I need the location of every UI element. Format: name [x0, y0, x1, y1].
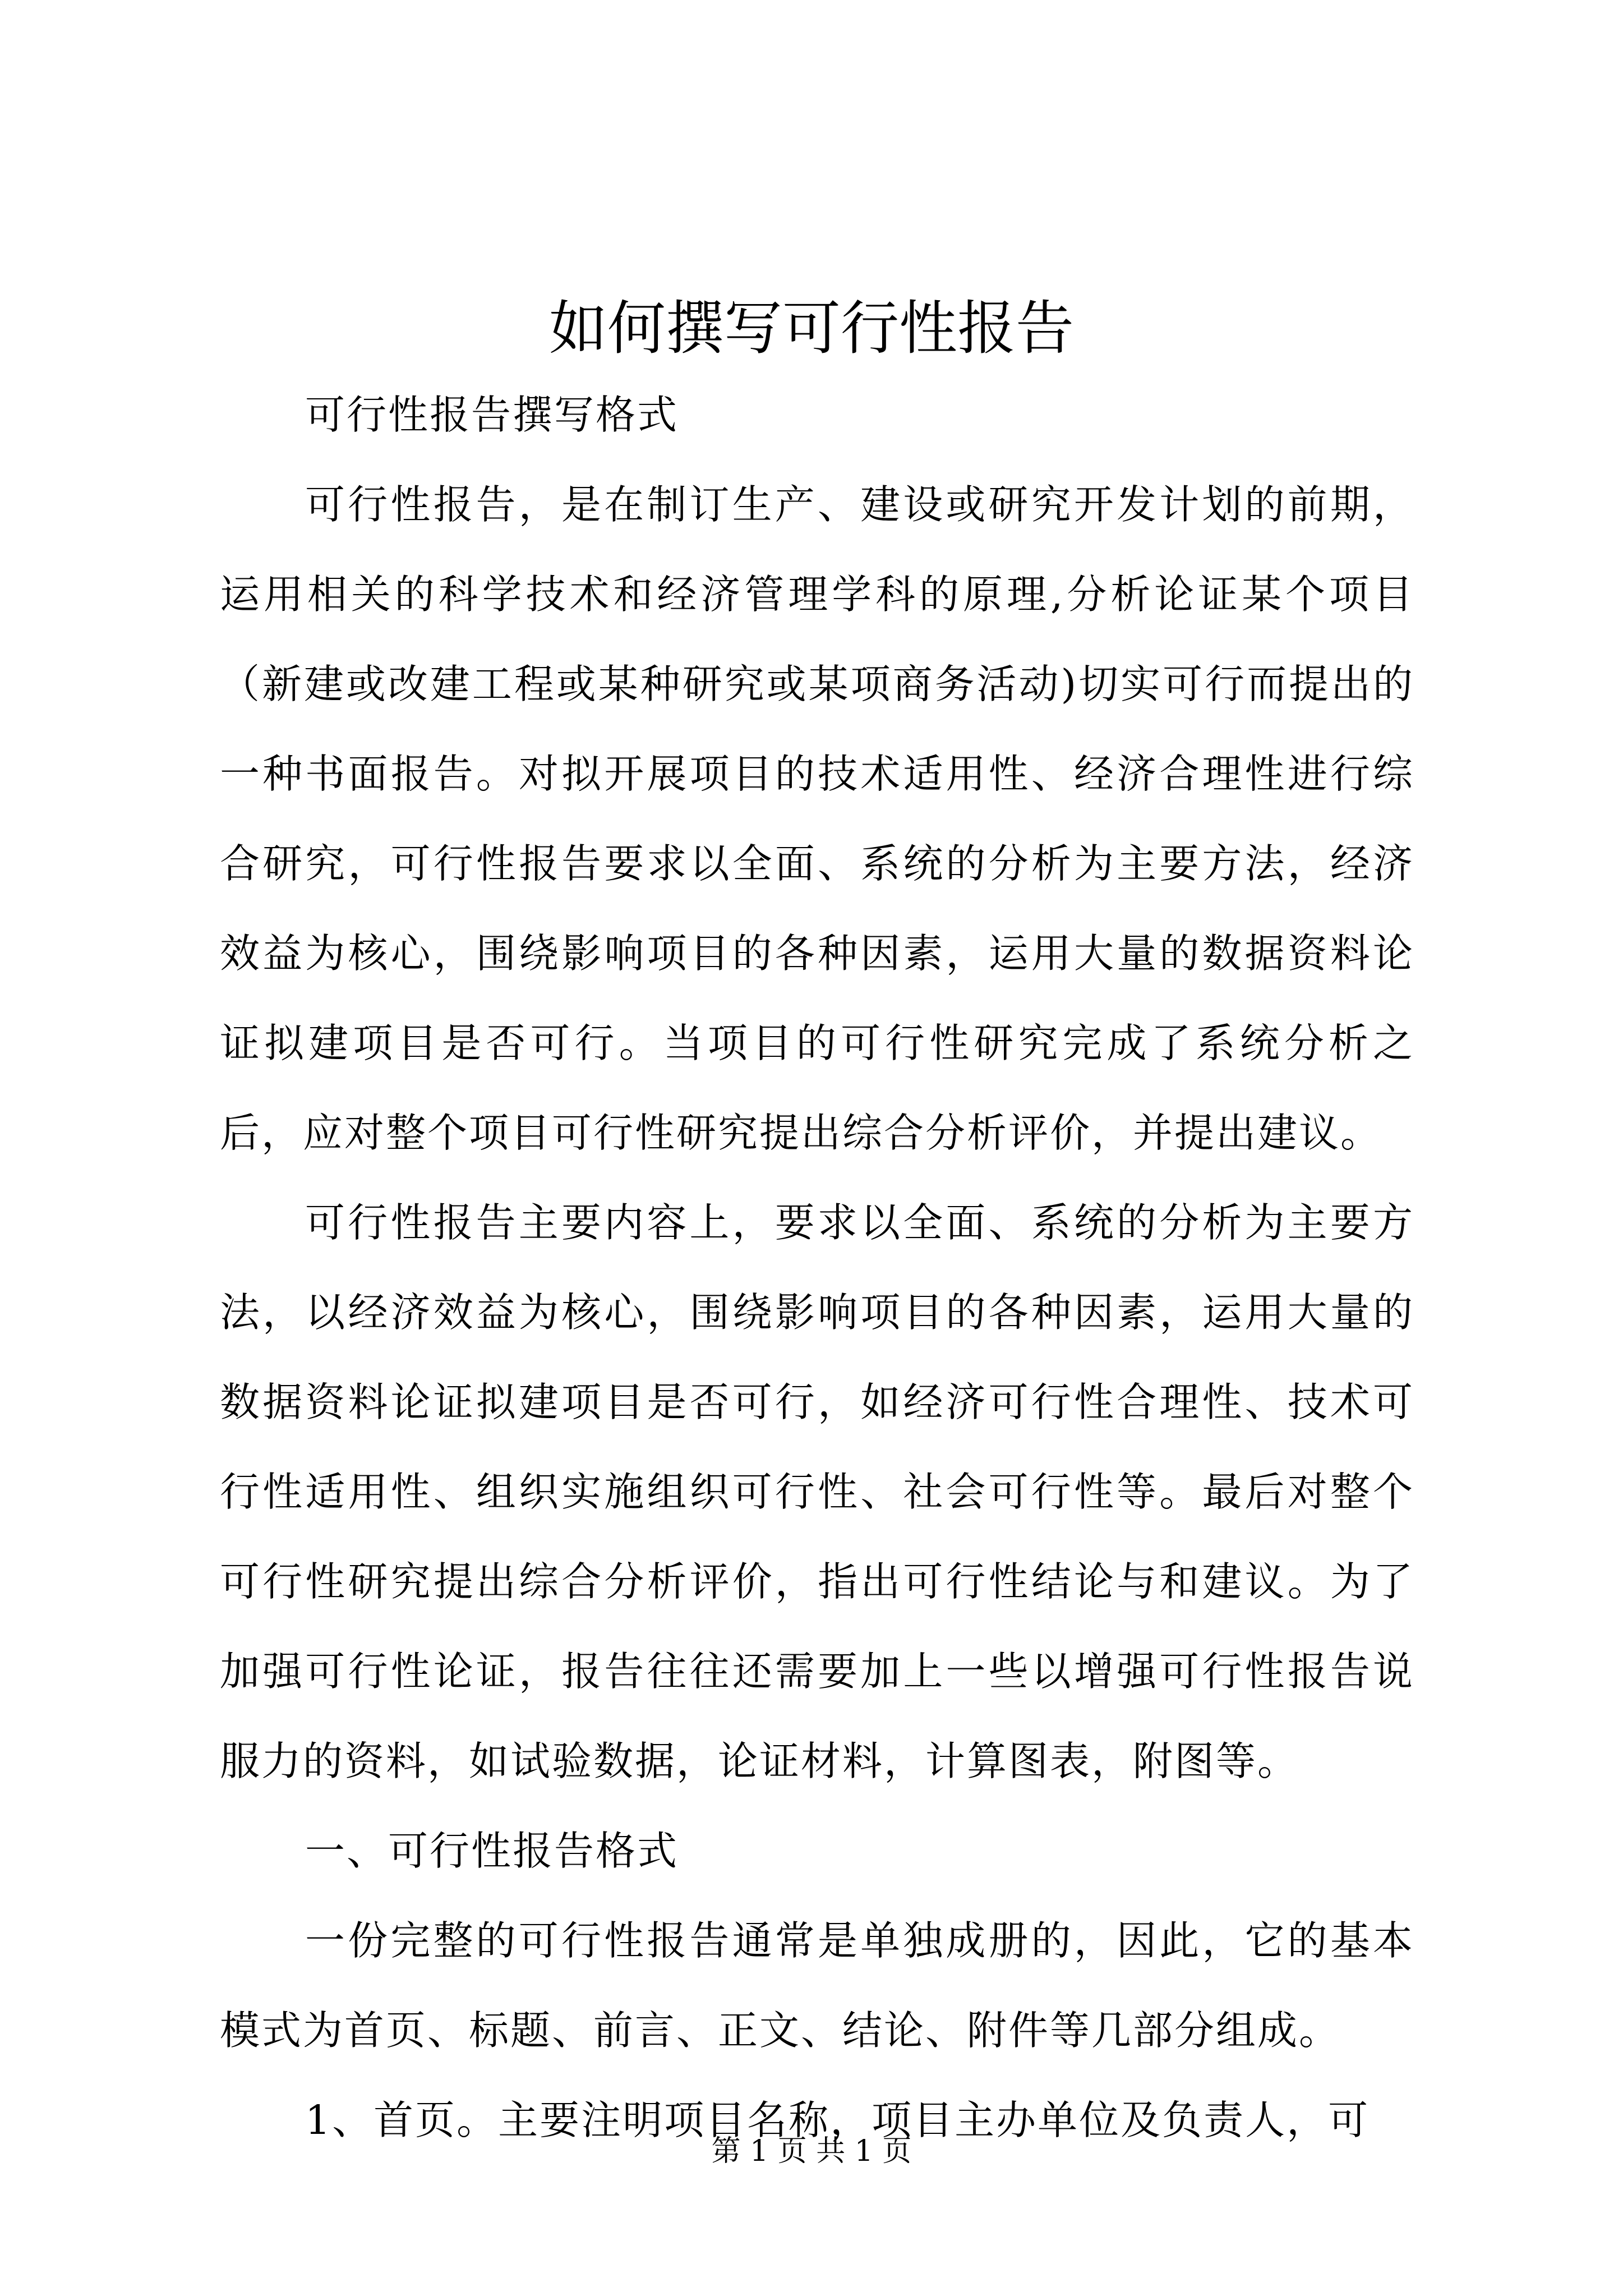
- paragraph-structure: 一份完整的可行性报告通常是单独成册的，因此，它的基本模式为首页、标题、前言、正文、结论、附件等几部分组成。: [220, 1917, 1414, 2054]
- paragraph-main-content: 可行性报告主要内容上，要求以全面、系统的分析为主要方法，以经济效益为核心，围绕影响项目的各种因素，运用大量的数据资料论证拟建项目是否可行，如经济可行性合理性、技术可行性适用性、组织实施组织可行性、社会可行性等。最后对整个可行性研究提出综合分析评价，指出可行性结论与和建议。为了加强可行性论证，报告往往还需要加上一些以增强可行性报告说服力的资料，如试验数据，论证材料，计算图表，附图等。: [220, 1199, 1414, 1784]
- document-body: [220, 370, 1414, 2165]
- page-footer: 第 1 页 共 1 页: [711, 2134, 912, 2168]
- paragraph-definition: 可行性报告，是在制订生产、建设或研究开发计划的前期，运用相关的科学技术和经济管理学科的原理,分析论证某个项目（新建或改建工程或某种研究或某项商务活动)切实可行而提出的一种书面报告。对拟开展项目的技术适用性、经济合理性进行综合研究，可行性报告要求以全面、系统的分析为主要方法，经济效益为核心，围绕影响项目的各种因素，运用大量的数据资料论证拟建项目是否可行。当项目的可行性研究完成了系统分析之后，应对整个项目可行性研究提出综合分析评价，并提出建议。: [220, 481, 1414, 1156]
- section-heading-format: 可行性报告撰写格式: [305, 392, 679, 438]
- paragraph-cover-page: 1、首页。主要注明项目名称，项目主办单位及负责人，可: [305, 2097, 1370, 2143]
- section-heading-report-format: 一、可行性报告格式: [305, 1828, 679, 1874]
- document-title: 如何撰写可行性报告: [548, 294, 1074, 362]
